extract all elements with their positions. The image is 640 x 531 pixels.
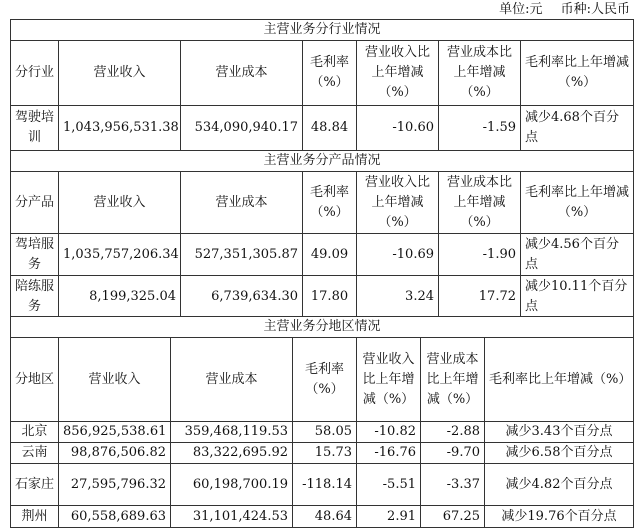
header-cell: 营业收入比上年增减（%） <box>357 41 439 106</box>
currency-unit: 单位:元 <box>499 2 543 17</box>
revenue-change-cell: 2.91 <box>357 506 421 528</box>
unit-line <box>499 1 630 18</box>
revenue-cell: 1,043,956,531.38 <box>59 106 181 151</box>
margin-cell: -118.14 <box>293 464 357 506</box>
row-label: 北京 <box>11 422 59 443</box>
header-cell: 毛利率比上年增减（%） <box>521 172 634 234</box>
cost-cell: 31,101,424.53 <box>171 506 293 528</box>
margin-change-cell: 减少4.82个百分点 <box>485 464 634 506</box>
header-cell: 营业收入 <box>59 41 181 106</box>
revenue-cell: 27,595,796.32 <box>59 464 171 506</box>
product-table <box>10 150 634 318</box>
header-cell: 毛利率（%） <box>303 172 357 234</box>
row-label: 云南 <box>11 443 59 464</box>
header-cell: 营业成本 <box>181 41 303 106</box>
margin-cell: 49.09 <box>303 234 357 276</box>
header-cell: 毛利率（%） <box>293 338 357 422</box>
table-row <box>11 234 634 276</box>
region-title: 主营业务分地区情况 <box>11 317 634 338</box>
cost-cell: 359,468,119.53 <box>171 422 293 443</box>
cost-change-cell: -1.59 <box>439 106 521 151</box>
margin-change-cell: 减少19.76个百分点 <box>485 506 634 528</box>
margin-cell: 15.73 <box>293 443 357 464</box>
row-label: 陪练服务 <box>11 276 59 318</box>
cost-change-cell: -3.37 <box>421 464 485 506</box>
cost-change-cell: 17.72 <box>439 276 521 318</box>
industry-title: 主营业务分行业情况 <box>11 20 634 41</box>
cost-change-cell: -1.90 <box>439 234 521 276</box>
header-cell: 营业成本比上年增减（%） <box>439 41 521 106</box>
revenue-change-cell: -5.51 <box>357 464 421 506</box>
header-cell: 营业成本 <box>181 172 303 234</box>
header-cell: 营业收入 <box>59 338 171 422</box>
header-cell: 毛利率比上年增减（%） <box>521 41 634 106</box>
cost-cell: 534,090,940.17 <box>181 106 303 151</box>
industry-table <box>10 19 634 151</box>
revenue-change-cell: 3.24 <box>357 276 439 318</box>
margin-change-cell: 减少4.68个百分点 <box>521 106 634 151</box>
revenue-change-cell: -10.60 <box>357 106 439 151</box>
margin-cell: 48.84 <box>303 106 357 151</box>
cost-cell: 527,351,305.87 <box>181 234 303 276</box>
revenue-change-cell: -10.69 <box>357 234 439 276</box>
margin-change-cell: 减少4.56个百分点 <box>521 234 634 276</box>
table-row <box>11 443 634 464</box>
row-label: 驾驶培训 <box>11 106 59 151</box>
table-row <box>11 464 634 506</box>
header-cell: 营业收入比上年增减（%） <box>357 172 439 234</box>
cost-cell: 60,198,700.19 <box>171 464 293 506</box>
revenue-cell: 60,558,689.63 <box>59 506 171 528</box>
header-cell: 分地区 <box>11 338 59 422</box>
cost-change-cell: -9.70 <box>421 443 485 464</box>
margin-cell: 58.05 <box>293 422 357 443</box>
revenue-cell: 1,035,757,206.34 <box>59 234 181 276</box>
header-cell: 分行业 <box>11 41 59 106</box>
header-cell: 毛利率（%） <box>303 41 357 106</box>
product-title: 主营业务分产品情况 <box>11 151 634 172</box>
table-row <box>11 276 634 318</box>
region-table <box>10 316 634 528</box>
revenue-change-cell: -10.82 <box>357 422 421 443</box>
cost-change-cell: -2.88 <box>421 422 485 443</box>
revenue-cell: 856,925,538.61 <box>59 422 171 443</box>
header-cell: 营业收入 <box>59 172 181 234</box>
margin-change-cell: 减少6.58个百分点 <box>485 443 634 464</box>
cost-cell: 83,322,695.92 <box>171 443 293 464</box>
revenue-cell: 8,199,325.04 <box>59 276 181 318</box>
row-label: 石家庄 <box>11 464 59 506</box>
margin-cell: 17.80 <box>303 276 357 318</box>
table-row <box>11 422 634 443</box>
header-cell: 毛利率比上年增减（%） <box>485 338 634 422</box>
row-label: 驾培服务 <box>11 234 59 276</box>
table-row <box>11 506 634 528</box>
margin-cell: 48.64 <box>293 506 357 528</box>
header-cell: 营业成本 <box>171 338 293 422</box>
cost-cell: 6,739,634.30 <box>181 276 303 318</box>
cost-change-cell: 67.25 <box>421 506 485 528</box>
table-row <box>11 106 634 151</box>
revenue-change-cell: -16.76 <box>357 443 421 464</box>
revenue-cell: 98,876,506.82 <box>59 443 171 464</box>
header-cell: 营业成本比上年增减（%） <box>439 172 521 234</box>
margin-change-cell: 减少10.11个百分点 <box>521 276 634 318</box>
header-cell: 营业成本比上年增减（%） <box>421 338 485 422</box>
row-label: 荆州 <box>11 506 59 528</box>
currency-type: 币种:人民币 <box>560 2 630 17</box>
margin-change-cell: 减少3.43个百分点 <box>485 422 634 443</box>
header-cell: 分产品 <box>11 172 59 234</box>
header-cell: 营业收入比上年增减（%） <box>357 338 421 422</box>
